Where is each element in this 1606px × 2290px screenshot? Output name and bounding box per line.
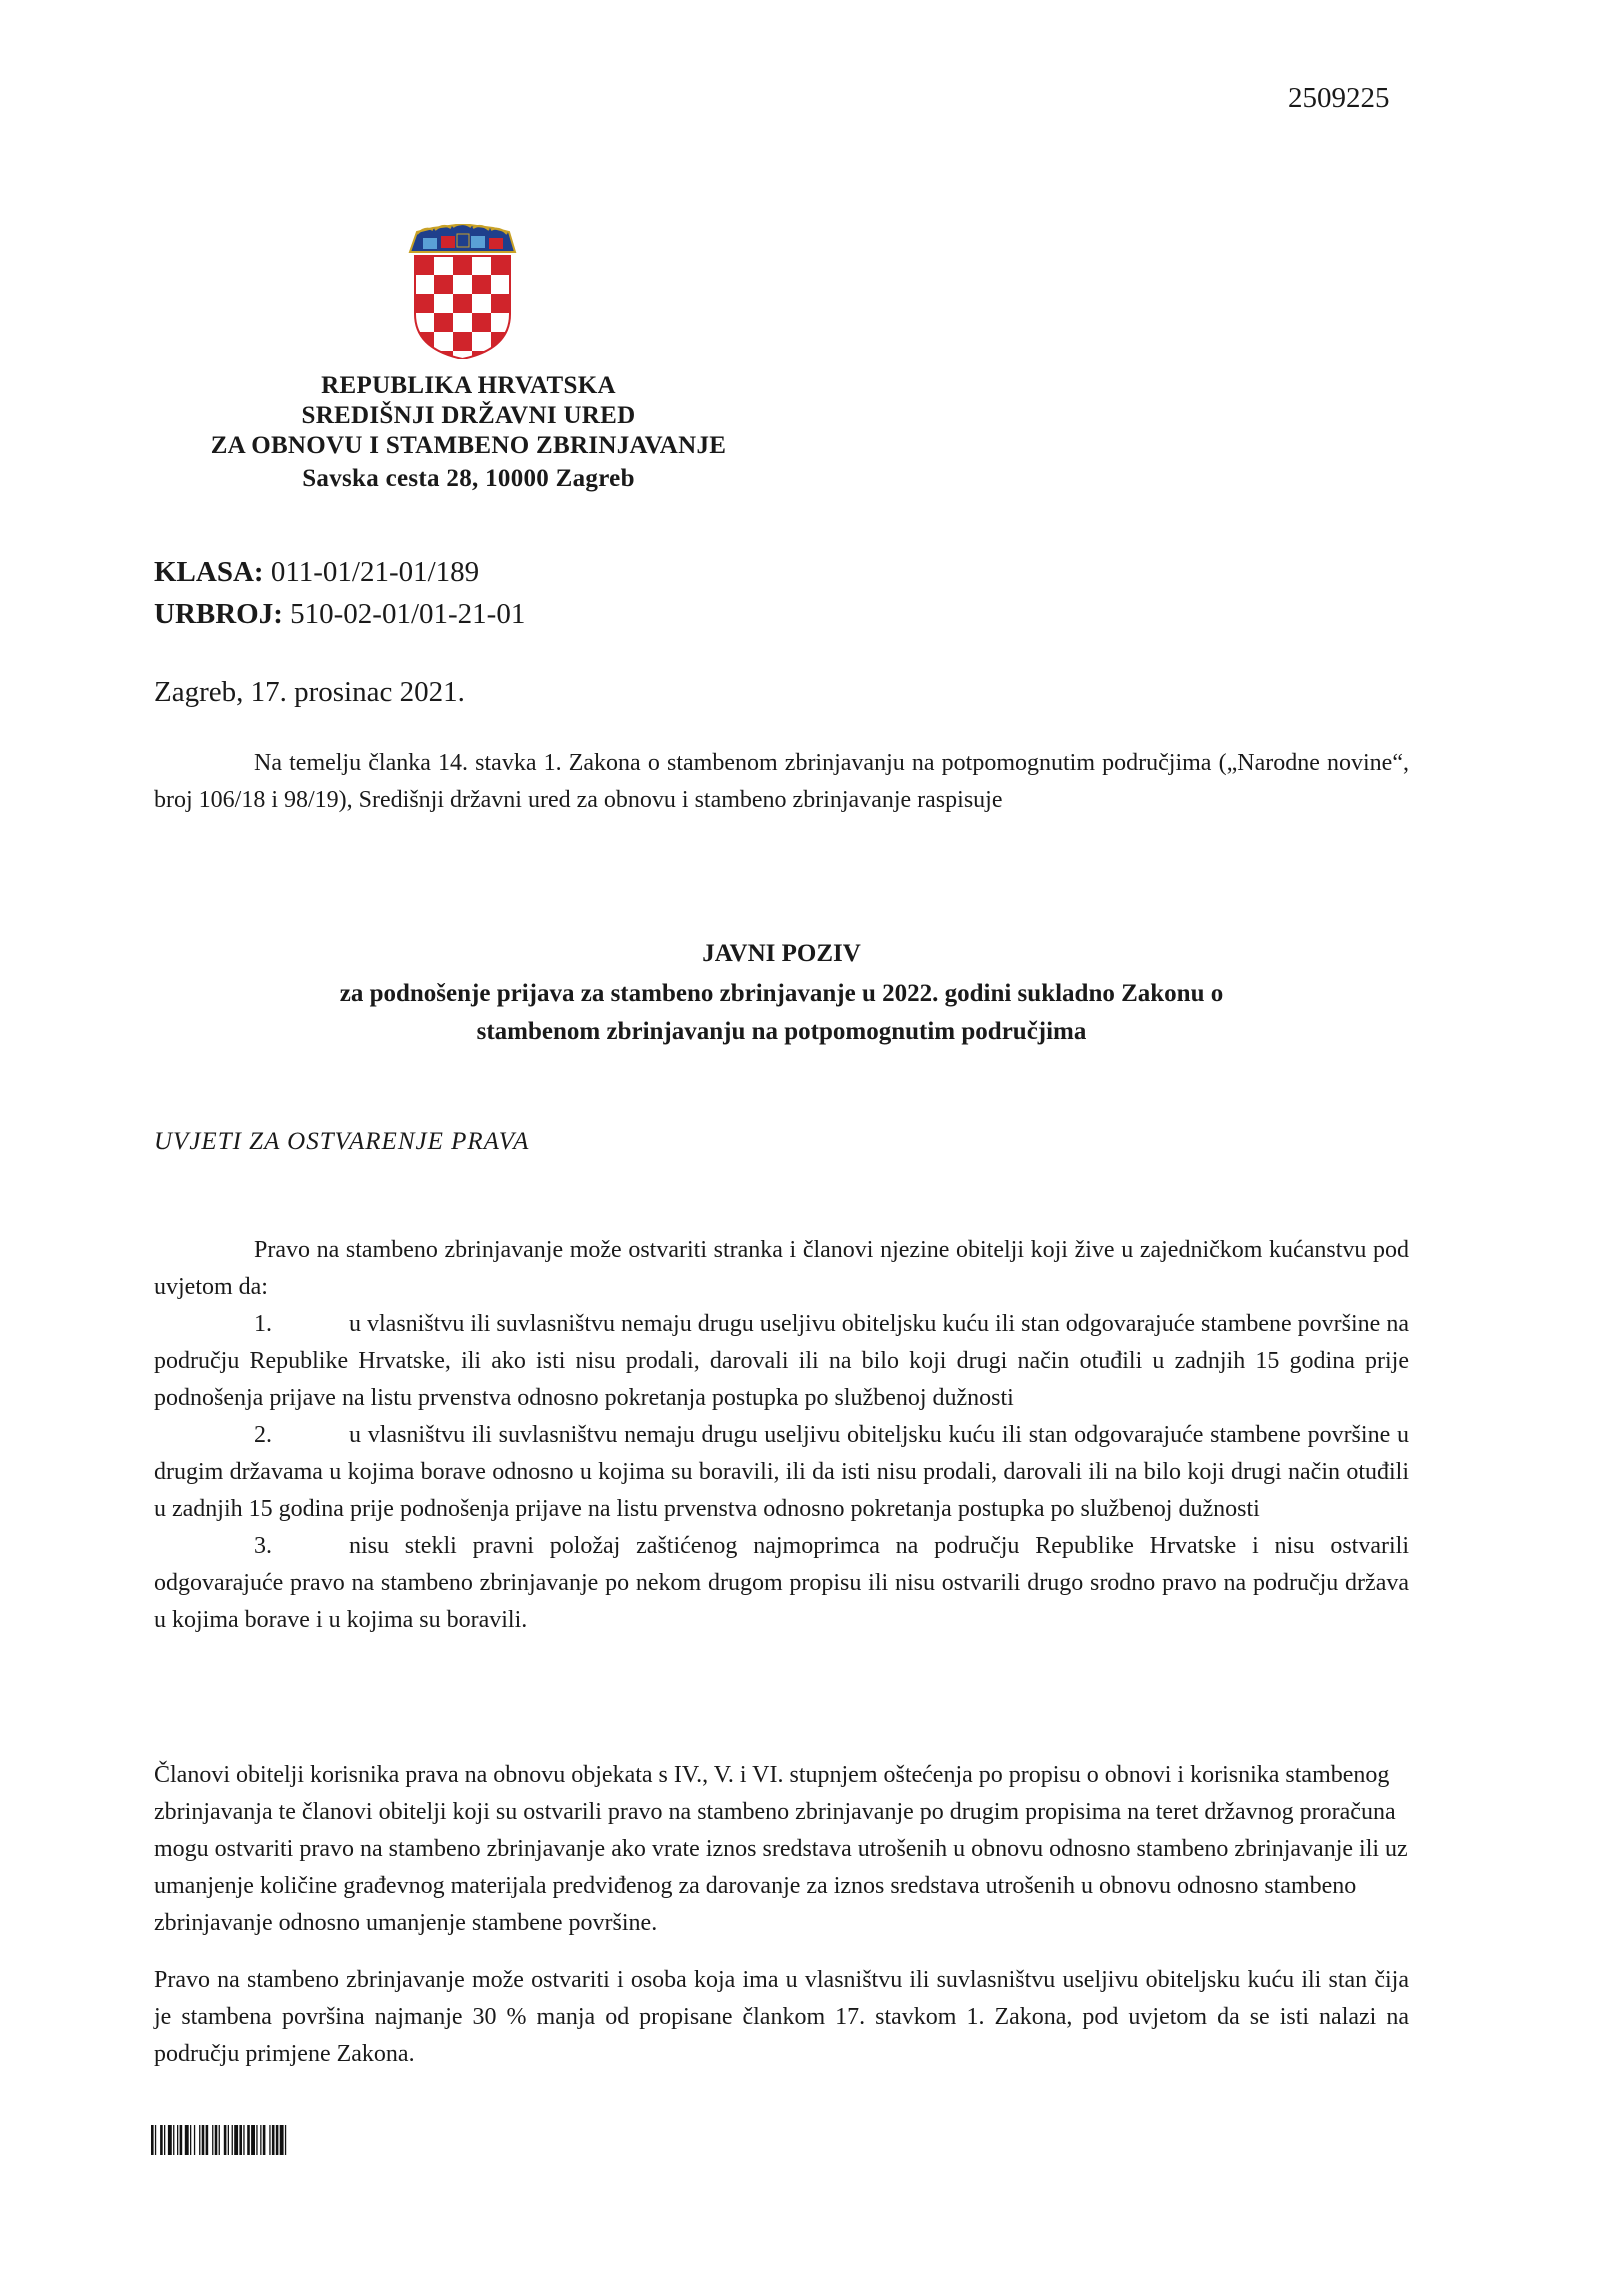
barcode-bar — [206, 2125, 209, 2155]
conditions-block — [154, 1232, 1409, 1639]
shield-square — [434, 313, 453, 332]
condition-item — [154, 1417, 1409, 1528]
barcode-bar — [160, 2125, 163, 2155]
header-office-purpose: ZA OBNOVU I STAMBENO ZBRINJAVANJE — [210, 432, 727, 459]
section-heading: UVJETI ZA OSTVARENJE PRAVA — [154, 1128, 530, 1155]
barcode-bar — [224, 2125, 227, 2155]
shield-square — [415, 256, 434, 275]
barcode-bar — [263, 2125, 266, 2155]
condition-item — [154, 1306, 1409, 1417]
condition-text: u vlasništvu ili suvlasništvu nemaju drugu useljivu obiteljsku kuću ili stan odgovarajuće stambene površine na području Republike Hrvatske, ili ako isti nisu prodali, darovali ili na bilo koji drugi način otuđili u zadnjih 15 godina prije podnošenja prijave na listu prvenstva odnosno pokretanja postupka po službenoj dužnosti — [154, 1311, 1409, 1411]
barcode-bar — [185, 2125, 189, 2155]
barcode-bar — [212, 2125, 213, 2155]
title-main: JAVNI POZIV — [702, 940, 861, 967]
barcode-bar — [177, 2125, 178, 2155]
barcode-bar — [180, 2125, 183, 2155]
barcode-bar — [272, 2125, 275, 2155]
barcode-bar — [285, 2125, 286, 2155]
members-paragraph: Članovi obitelji korisnika prava na obnovu objekata s IV., V. i VI. stupnjem oštećenja po propisu o obnovi i korisnika stambenog zbrinjavanja te članovi obitelji koji su ostvarili pravo na stambeno zbrinjavanje po drugim propisima na teret državnog proračuna mogu ostvariti pravo na stambeno zbrinjavanje ako vrate iznos sredstava utrošenih u obnovu odnosno stambeno zbrinjavanje ili uz umanjenje količine građevnog materijala predviđenog za darovanje za iznos sredstava utrošenih u obnovu odnosno stambeno zbrinjavanje odnosno umanjenje stambene površine. — [154, 1762, 1408, 1936]
barcode-bar — [164, 2125, 165, 2155]
owner-paragraph: Pravo na stambeno zbrinjavanje može ostvariti i osoba koja ima u vlasništvu ili suvlasništvu useljivu obiteljsku kuću ili stan čija je stambena površina najmanje 30 % manja od propisane člankom 17. stavkom 1. Zakona, pod uvjetom da se isti nalazi na području primjene Zakona. — [154, 1967, 1409, 2067]
crown-icon — [410, 224, 515, 252]
shield-square — [434, 275, 453, 294]
barcode-bar — [190, 2125, 191, 2155]
barcode-bar — [215, 2125, 218, 2155]
barcode-bar — [219, 2125, 220, 2155]
condition-item — [154, 1528, 1409, 1639]
intro-text: Na temelju članka 14. stavka 1. Zakona o stambenom zbrinjavanju na potpomognutim područjima („Narodne novine“, broj 106/18 i 98/19), Središnji državni ured za obnovu i stambeno zbrinjavanje raspisuje — [154, 750, 1409, 813]
barcode-bar — [168, 2125, 172, 2155]
klasa-label: KLASA: — [154, 556, 264, 588]
barcode-bar — [269, 2125, 270, 2155]
title-subtitle-1: za podnošenje prijava za stambeno zbrinjavanje u 2022. godini sukladno Zakonu o — [339, 980, 1224, 1007]
urbroj-line — [154, 598, 525, 631]
shield-square — [415, 294, 434, 313]
document-date: Zagreb, 17. prosinac 2021. — [154, 676, 465, 708]
title-subtitle-2: stambenom zbrinjavanju na potpomognutim područjima — [476, 1018, 1087, 1045]
header-address: Savska cesta 28, 10000 Zagreb — [302, 465, 635, 492]
barcode-bar — [251, 2125, 255, 2155]
condition-number: 1. — [254, 1311, 272, 1337]
barcode-bar — [232, 2125, 233, 2155]
barcode-bar — [228, 2125, 229, 2155]
barcode-icon — [151, 2125, 406, 2155]
shield-square — [472, 275, 491, 294]
urbroj-label: URBROJ: — [154, 598, 283, 630]
barcode-bar — [243, 2125, 244, 2155]
urbroj-value: 510-02-01/01-21-01 — [282, 598, 526, 630]
barcode-bar — [155, 2125, 156, 2155]
shield-square — [453, 332, 472, 351]
intro-paragraph — [154, 745, 1409, 819]
barcode-bar — [194, 2125, 195, 2155]
shield-square — [453, 256, 472, 275]
barcode-bar — [260, 2125, 261, 2155]
condition-text: nisu stekli pravni položaj zaštićenog najmoprimca na području Republike Hrvatske i nisu ostvarili odgovarajuće pravo na stambeno zbrinjavanje po nekom drugom propisu ili nisu ostvarili drugo srodno pravo na području država u kojima borave i u kojima su boravili. — [154, 1533, 1409, 1633]
barcode-bar — [280, 2125, 284, 2155]
barcode-bar — [239, 2125, 242, 2155]
condition-number: 2. — [254, 1422, 272, 1448]
condition-number: 3. — [254, 1533, 272, 1559]
barcode-bar — [247, 2125, 250, 2155]
document-number: 2509225 — [1288, 82, 1390, 114]
shield-square — [491, 294, 510, 313]
shield-square — [453, 294, 472, 313]
klasa-value: 011-01/21-01/189 — [263, 556, 480, 588]
shield-square — [491, 256, 510, 275]
header-office: SREDIŠNJI DRŽAVNI URED — [301, 402, 636, 429]
header-republic: REPUBLIKA HRVATSKA — [321, 372, 616, 399]
condition-text: u vlasništvu ili suvlasništvu nemaju drugu useljivu obiteljsku kuću ili stan odgovarajuće stambene površine u drugim državama u kojima borave odnosno u kojima su boravili, ili da isti nisu prodali, darovali ili na bilo koji drugi način otuđili u zadnjih 15 godina prije podnošenja prijave na listu prvenstva odnosno pokretanja postupka po službenoj dužnosti — [154, 1422, 1409, 1522]
barcode-bar — [151, 2125, 154, 2155]
shield-square — [472, 313, 491, 332]
barcode-bar — [256, 2125, 257, 2155]
coat-of-arms-icon — [405, 224, 520, 359]
barcode-bar — [199, 2125, 200, 2155]
barcode-bar — [276, 2125, 279, 2155]
conditions-intro: Pravo na stambeno zbrinjavanje može ostvariti stranka i članovi njezine obitelji koji žive u zajedničkom kućanstvu pod uvjetom da: — [154, 1237, 1409, 1300]
klasa-line — [154, 556, 479, 589]
barcode-bar — [234, 2125, 238, 2155]
barcode-bar — [202, 2125, 205, 2155]
barcode-bar — [173, 2125, 174, 2155]
